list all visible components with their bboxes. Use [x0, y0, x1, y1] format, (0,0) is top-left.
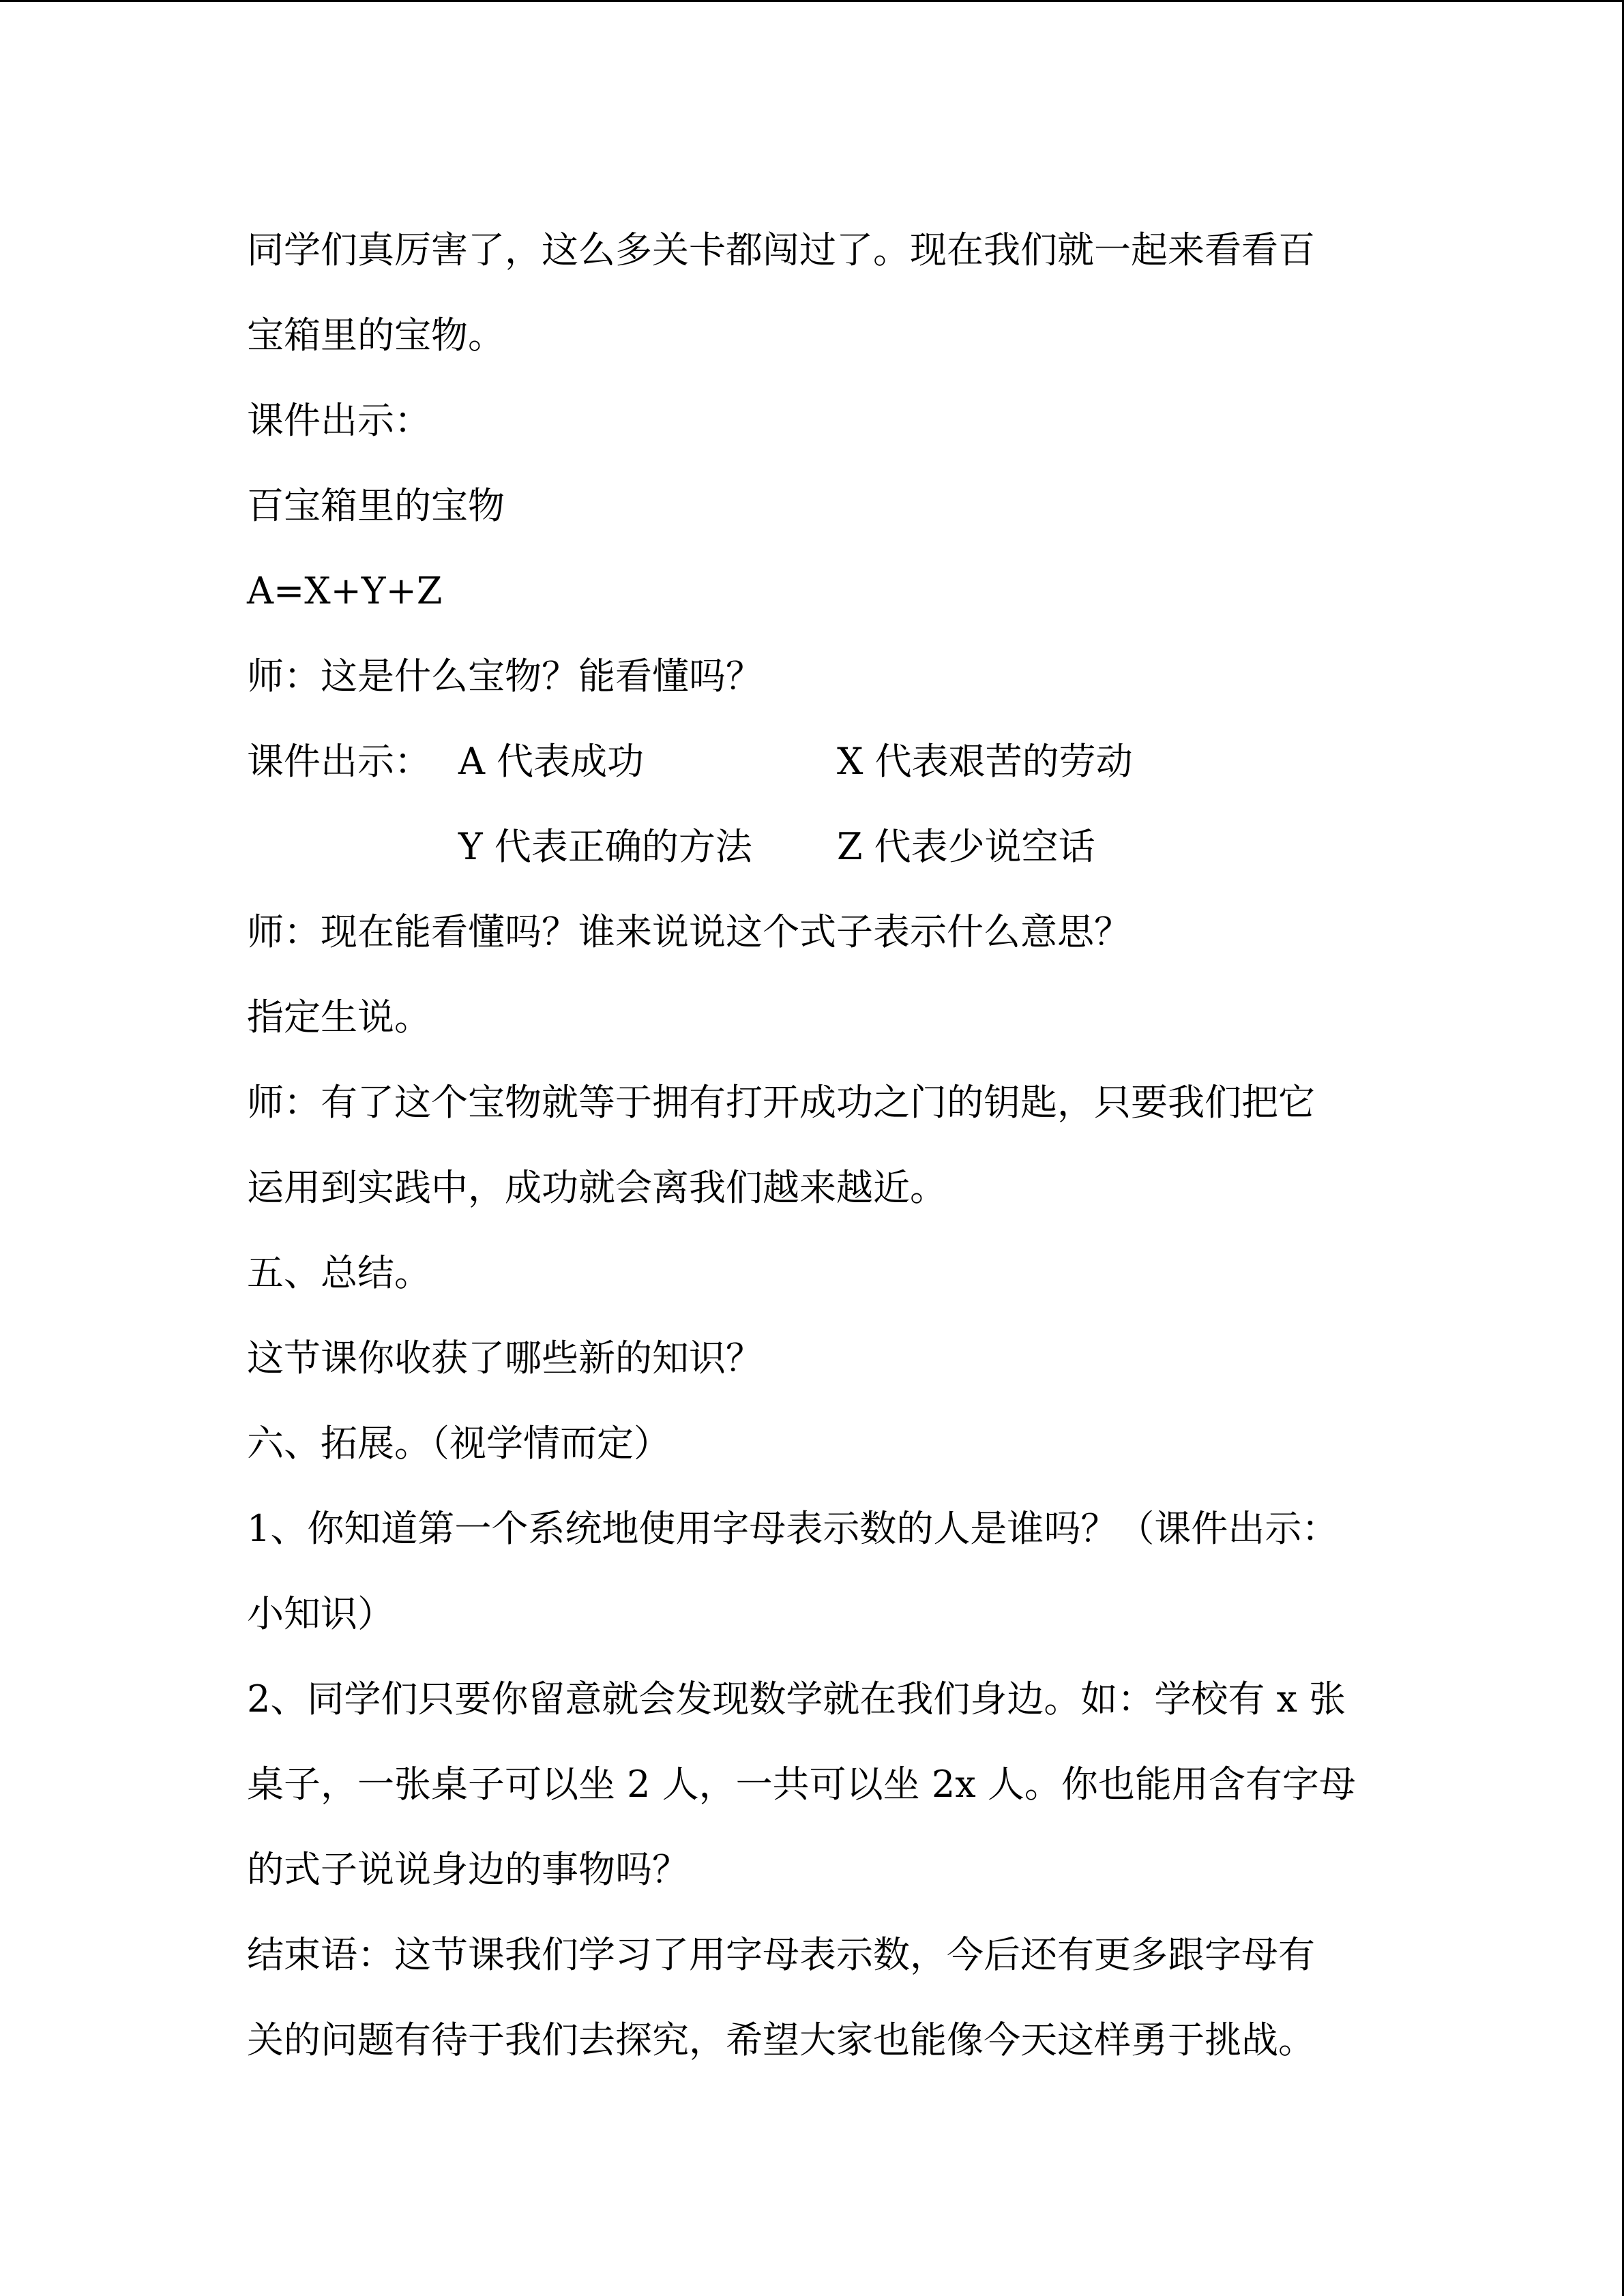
formula-line: A=X+Y+Z — [247, 569, 443, 612]
section-heading: 五、总结。 — [247, 1251, 431, 1294]
paragraph-line: 关的问题有待于我们去探究，希望大家也能像今天这样勇于挑战。 — [247, 2018, 1315, 2061]
paragraph-line: 师：这是什么宝物？能看懂吗？ — [247, 655, 763, 698]
paragraph-line: 师：有了这个宝物就等于拥有打开成功之门的钥匙，只要我们把它 — [247, 1081, 1315, 1124]
legend-label: 课件出示： — [247, 740, 431, 783]
paragraph-line: 桌子，一张桌子可以坐 2 人，一共可以坐 2x 人。你也能用含有字母 — [247, 1763, 1356, 1806]
paragraph-line: 结束语：这节课我们学习了用字母表示数，今后还有更多跟字母有 — [247, 1933, 1315, 1976]
paragraph-line: 小知识） — [247, 1592, 394, 1635]
legend-x: X 代表艰苦的劳动 — [837, 740, 1133, 783]
legend-row — [247, 804, 1393, 889]
paragraph-line: 师：现在能看懂吗？谁来说说这个式子表示什么意思？ — [247, 910, 1131, 953]
legend-z: Z 代表少说空话 — [837, 825, 1095, 868]
page-top-border — [0, 0, 1624, 2]
paragraph-line: 宝箱里的宝物。 — [247, 314, 505, 357]
paragraph-line: 1、你知道第一个系统地使用字母表示数的人是谁吗？（课件出示： — [247, 1507, 1339, 1550]
paragraph-line: 2、同学们只要你留意就会发现数学就在我们身边。如：学校有 x 张 — [247, 1678, 1346, 1720]
legend-a: A 代表成功 — [458, 740, 645, 783]
paragraph-line: 的式子说说身边的事物吗？ — [247, 1848, 689, 1891]
paragraph-line: 指定生说。 — [247, 996, 431, 1039]
document-body — [247, 207, 1393, 2083]
paragraph-line: 这节课你收获了哪些新的知识？ — [247, 1337, 763, 1380]
paragraph-line: 同学们真厉害了，这么多关卡都闯过了。现在我们就一起来看看百 — [247, 228, 1315, 271]
legend-row — [247, 719, 1393, 804]
paragraph-line: 运用到实践中，成功就会离我们越来越近。 — [247, 1166, 947, 1209]
paragraph-line: 课件出示： — [247, 399, 431, 442]
legend-y: Y 代表正确的方法 — [458, 825, 752, 868]
paragraph-line: 百宝箱里的宝物 — [247, 484, 505, 527]
section-heading: 六、拓展。（视学情而定） — [247, 1422, 670, 1465]
